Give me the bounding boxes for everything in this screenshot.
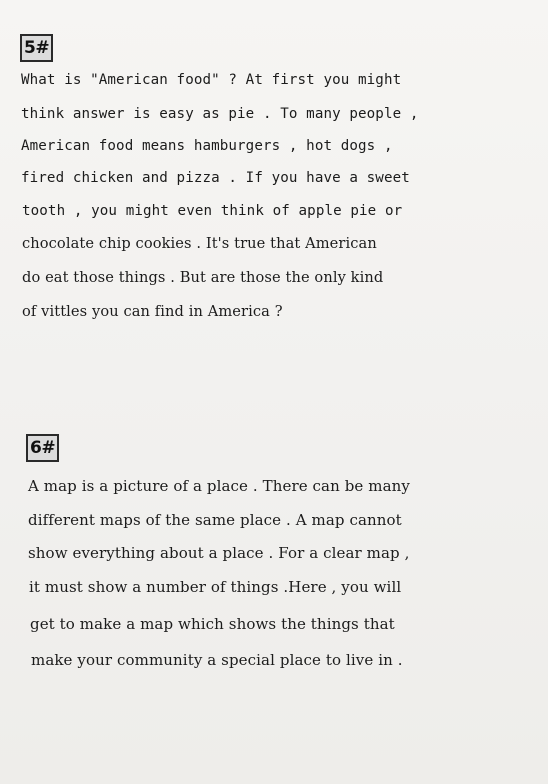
text-line: show everything about a place . For a clear map , bbox=[28, 544, 410, 562]
section-number-badge: 6# bbox=[26, 434, 59, 462]
text-line: A map is a picture of a place . There can be many bbox=[28, 477, 410, 495]
section-number-badge: 5# bbox=[20, 34, 53, 62]
text-line: do eat those things . But are those the only kind bbox=[22, 269, 384, 286]
text-line: tooth , you might even think of apple pie or bbox=[22, 203, 403, 219]
text-line: get to make a map which shows the things that bbox=[30, 615, 395, 633]
text-line: of vittles you can find in America ? bbox=[22, 303, 283, 320]
text-line: fired chicken and pizza . If you have a sweet bbox=[21, 170, 410, 186]
text-line: it must show a number of things .Here , you will bbox=[29, 578, 402, 596]
text-line: make your community a special place to live in . bbox=[31, 651, 403, 669]
text-line: think answer is easy as pie . To many people , bbox=[21, 106, 419, 122]
text-line: chocolate chip cookies . It's true that American bbox=[22, 235, 377, 252]
text-line: different maps of the same place . A map cannot bbox=[28, 511, 402, 529]
text-line: American food means hamburgers , hot dogs , bbox=[21, 138, 393, 154]
text-line: What is "American food" ? At first you might bbox=[21, 72, 402, 88]
